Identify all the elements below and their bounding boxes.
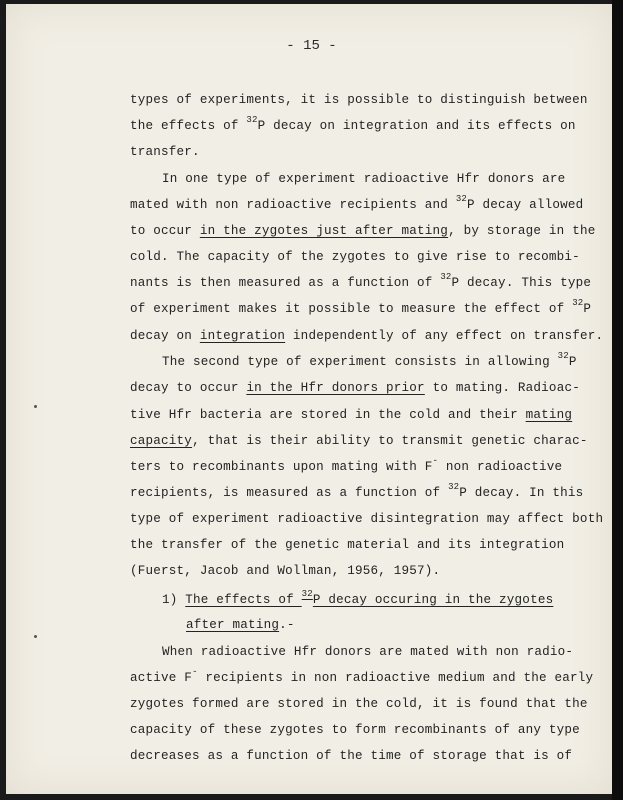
text-segment: , that is their ability to transmit genetic charac- bbox=[192, 434, 588, 448]
text-line bbox=[130, 93, 588, 107]
superscript: - bbox=[432, 456, 439, 466]
text-segment: non radioactive bbox=[438, 460, 563, 474]
text-segment: in the zygotes just after mating bbox=[199, 224, 449, 238]
text-line bbox=[162, 645, 573, 659]
text-segment: to mating. Radioac- bbox=[424, 381, 580, 395]
text-segment: In one type of experiment radioactive Hfr donors are bbox=[162, 172, 566, 186]
text-line bbox=[130, 298, 592, 316]
text-line bbox=[130, 749, 572, 763]
text-segment: mated with non radioactive recipients and bbox=[130, 198, 456, 212]
text-segment: cold. The capacity of the zygotes to give rise to recombi- bbox=[130, 250, 580, 264]
text-line bbox=[130, 434, 588, 448]
text-segment: integration bbox=[199, 329, 286, 343]
text-segment: zygotes formed are stored in the cold, it is found that the bbox=[130, 697, 588, 711]
text-segment: recipients in non radioactive medium and the early bbox=[197, 671, 594, 685]
text-segment: .- bbox=[279, 618, 295, 632]
text-segment: independently of any effect on transfer. bbox=[285, 329, 604, 343]
text-line bbox=[162, 172, 565, 186]
superscript: 32 bbox=[455, 194, 468, 204]
text-line bbox=[130, 145, 200, 159]
text-segment: after mating bbox=[186, 618, 280, 632]
text-segment: P decay occuring in the zygotes bbox=[312, 593, 554, 607]
text-line bbox=[130, 538, 564, 552]
text-segment: capacity bbox=[130, 434, 193, 448]
text-segment: When radioactive Hfr donors are mated with non radio- bbox=[162, 645, 574, 659]
text-line bbox=[130, 250, 580, 264]
superscript: 32 bbox=[301, 589, 313, 599]
punch-mark-bottom bbox=[34, 635, 37, 638]
text-segment: P decay on integration and its effects on bbox=[257, 119, 576, 133]
text-line bbox=[130, 115, 576, 133]
text-segment: nants is then measured as a function of bbox=[130, 276, 441, 290]
text-segment: the effects of bbox=[130, 119, 247, 133]
text-segment: decay on bbox=[130, 329, 200, 343]
text-segment: P decay. In this bbox=[459, 486, 584, 500]
text-segment: capacity of these zygotes to form recombinants of any type bbox=[130, 723, 580, 737]
text-line bbox=[186, 618, 295, 632]
text-line bbox=[130, 482, 584, 500]
text-segment: The effects of bbox=[185, 593, 302, 607]
superscript: 32 bbox=[572, 298, 584, 308]
text-segment: 1) bbox=[162, 593, 186, 607]
text-line bbox=[130, 408, 572, 422]
text-segment: of experiment makes it possible to measure the effect of bbox=[130, 302, 573, 316]
text-line bbox=[130, 564, 440, 578]
text-segment: P bbox=[583, 302, 592, 316]
text-line bbox=[130, 456, 563, 474]
superscript: - bbox=[192, 667, 198, 677]
text-line bbox=[130, 224, 595, 238]
text-segment: the transfer of the genetic material and its integration bbox=[130, 538, 565, 552]
text-segment: P bbox=[568, 355, 577, 369]
superscript: 32 bbox=[246, 115, 258, 125]
text-segment: to occur bbox=[130, 224, 200, 238]
text-line bbox=[130, 723, 580, 737]
text-segment: P decay. This type bbox=[451, 276, 592, 290]
page-number: - 15 - bbox=[286, 38, 337, 54]
text-segment: P decay allowed bbox=[467, 198, 584, 212]
text-segment: active F bbox=[130, 671, 193, 685]
text-line bbox=[130, 329, 603, 343]
text-segment: transfer. bbox=[130, 145, 200, 159]
page-edge bbox=[612, 0, 623, 800]
text-segment: type of experiment radioactive disintegration may affect both bbox=[130, 512, 604, 526]
punch-mark-top bbox=[34, 405, 37, 408]
text-line bbox=[130, 272, 592, 290]
text-segment: tive Hfr bacteria are stored in the cold and their bbox=[130, 408, 526, 422]
superscript: 32 bbox=[448, 482, 460, 492]
text-segment: (Fuerst, Jacob and Wollman, 1956, 1957). bbox=[130, 564, 441, 578]
text-line bbox=[130, 697, 588, 711]
superscript: 32 bbox=[440, 272, 452, 282]
text-line bbox=[130, 512, 603, 526]
text-segment: mating bbox=[525, 408, 573, 422]
text-segment: The second type of experiment consists in allowing bbox=[162, 355, 558, 369]
text-line bbox=[162, 589, 554, 607]
text-segment: decay to occur bbox=[130, 381, 247, 395]
text-segment: decreases as a function of the time of storage that is of bbox=[130, 749, 573, 763]
text-segment: , by storage in the bbox=[448, 224, 596, 238]
text-segment: types of experiments, it is possible to distinguish between bbox=[130, 93, 588, 107]
text-line bbox=[162, 351, 577, 369]
superscript: 32 bbox=[557, 351, 569, 361]
text-segment: in the Hfr donors prior bbox=[246, 381, 425, 395]
text-segment: ters to recombinants upon mating with F bbox=[130, 460, 433, 474]
text-line bbox=[130, 381, 580, 395]
text-line bbox=[130, 667, 594, 685]
text-segment: recipients, is measured as a function of bbox=[130, 486, 449, 500]
text-line bbox=[130, 194, 584, 212]
